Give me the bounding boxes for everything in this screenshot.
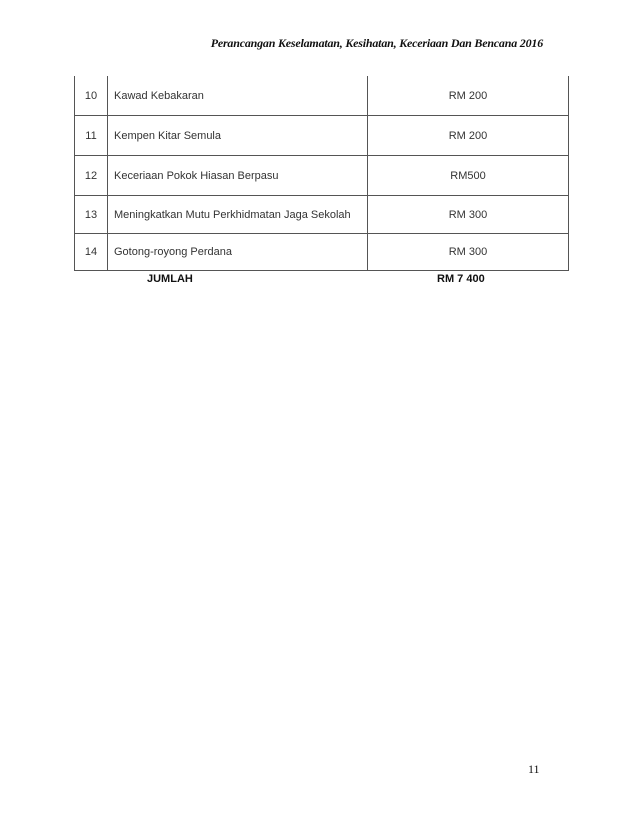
row-cost: RM 300 [368, 234, 569, 271]
row-item: Meningkatkan Mutu Perkhidmatan Jaga Sekolah [108, 196, 368, 234]
row-number: 11 [75, 116, 108, 156]
row-item: Keceriaan Pokok Hiasan Berpasu [108, 156, 368, 196]
row-cost: RM 200 [368, 116, 569, 156]
page-header-title: Perancangan Keselamatan, Kesihatan, Keceriaan Dan Bencana 2016 [210, 36, 543, 50]
row-number: 12 [75, 156, 108, 196]
table-row [75, 196, 569, 234]
row-number: 14 [75, 234, 108, 271]
row-cost: RM500 [368, 156, 569, 196]
table-row [75, 156, 569, 196]
row-cost: RM 200 [368, 76, 569, 116]
row-item: Gotong-royong Perdana [108, 234, 368, 271]
budget-table [74, 76, 569, 271]
table-row [75, 234, 569, 271]
row-number: 13 [75, 196, 108, 234]
row-number: 10 [75, 76, 108, 116]
table-row [75, 76, 569, 116]
total-label: JUMLAH [147, 273, 193, 285]
row-item: Kawad Kebakaran [108, 76, 368, 116]
row-item: Kempen Kitar Semula [108, 116, 368, 156]
page-number: 11 [528, 762, 540, 776]
total-value: RM 7 400 [437, 273, 485, 285]
table-row [75, 116, 569, 156]
row-cost: RM 300 [368, 196, 569, 234]
